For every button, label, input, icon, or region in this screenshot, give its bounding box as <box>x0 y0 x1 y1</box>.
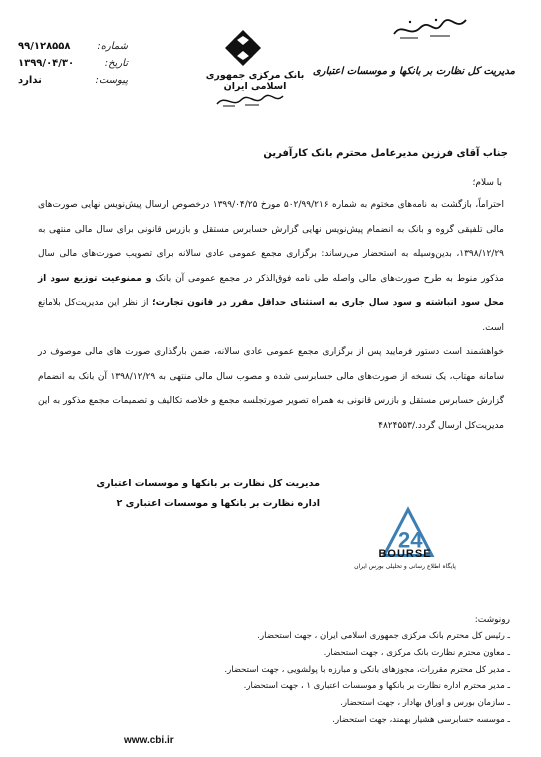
department-title: مدیریت کل نظارت بر بانکها و موسسات اعتباری <box>312 66 515 77</box>
website-link[interactable]: www.cbi.ir <box>124 735 174 746</box>
letter-number: ۹۹/۱۲۸۵۵۸ <box>18 41 71 52</box>
cc-item: ـ مدیر محترم اداره نظارت بر بانکها و موسسات اعتباری ۱ ، جهت استحضار. <box>243 681 510 692</box>
letter-attachment-label: پیوست: <box>95 75 128 86</box>
greeting: با سلام؛ <box>472 178 502 188</box>
cc-item: ـ معاون محترم نظارت بانک مرکزی ، جهت استحضار. <box>323 647 510 658</box>
cc-item: ـ مدیر کل محترم مقررات، مجوزهای بانکی و مبارزه با پولشویی ، جهت استحضار. <box>224 664 510 675</box>
central-bank-logo-icon <box>215 28 315 68</box>
paragraph-2: خواهشمند است دستور فرمایید پس از برگزاری مجمع عمومی عادی سالانه، ضمن بارگذاری صورت های مالی موصوف در سامانه مهتاب، یک نسخه از صورت‌های مالی حسابرسی شده و مصوب سال مالی منتهی به ۱۳۹۸/۱۲/۲۹ آن بانک به انضمام گزارش حسابرس مستقل و بازرس قانونی به همراه تصویر صورتجلسه مجمع و خلاصه تکالیف و تصمیمات مجمع مذکور به این مدیریت‌کل ارسال گردد./۴۸۲۴۵۵۳ <box>38 347 504 431</box>
paragraph-1-text: احتراماً، بازگشت به نامه‌های مختوم به شماره ۵۰۲/۹۹/۲۱۶ مورخ ۱۳۹۹/۰۴/۲۵ درخصوص ارسال پیش‌نویس نهایی صورت‌های مالی تلفیقی گروه و بانک به انضمام پیش‌نویس نهایی گزارش حسابرس مستقل و بازرس قانونی برای سال مالی منتهی به ۱۳۹۸/۱۲/۲۹، بدین‌وسیله به استحضار می‌رساند: برگزاری مجمع عمومی عادی سالانه برای تصویب صورت‌های مالی سال مذکور منوط به طرح صورت‌های مالی واصله طی نامه فوق‌الذکر در مجمع عمومی آن بانک <box>38 200 504 284</box>
bank-name: بانک مرکزی جمهوری اسلامی ایران <box>205 70 305 92</box>
svg-text:24: 24 <box>398 527 423 553</box>
bourse-subtitle: پایگاه اطلاع رسانی و تحلیلی بورس ایران <box>354 563 456 570</box>
addressee: جناب آقای فرزین مدیرعامل محترم بانک کارآفرین <box>263 148 508 159</box>
paragraph-1-bold-text: و ممنوعیت توزیع سود از محل سود انباشته و سود سال جاری به استثنای حداقل مقرر در قانون تجارت؛ <box>38 273 504 308</box>
bourse-brand: BOURSE <box>378 548 432 560</box>
letter-number-row <box>18 38 128 55</box>
letter-attachment-row <box>18 72 128 89</box>
cc-item: ـ موسسه حسابرسی هشیار بهمند، جهت استحضار. <box>332 714 510 725</box>
cc-item: ـ سازمان بورس و اوراق بهادار ، جهت استحضار. <box>340 698 510 709</box>
cc-list <box>150 628 510 729</box>
signature-block <box>70 474 320 514</box>
letter-attachment: ندارد <box>18 75 42 86</box>
letter-number-label: شماره: <box>97 41 128 52</box>
calligraphy-mark-icon <box>215 92 285 110</box>
letter-date: ۱۳۹۹/۰۴/۳۰ <box>18 58 75 69</box>
signature-line-2: اداره نظارت بر بانکها و موسسات اعتباری ۲ <box>116 498 320 509</box>
letter-date-row <box>18 55 128 72</box>
cc-item: ـ رئیس کل محترم بانک مرکزی جمهوری اسلامی ایران ، جهت استحضار. <box>257 631 510 641</box>
letter-date-label: تاریخ: <box>104 58 128 69</box>
year-motto-calligraphy-icon <box>390 14 470 44</box>
letter-meta <box>18 38 128 89</box>
paragraph-1 <box>38 193 504 340</box>
paragraph-1-end-text: از نظر این مدیریت‌کل بلامانع است. <box>38 298 504 333</box>
cc-title: رونوشت: <box>474 615 510 625</box>
signature-line-1: مدیریت کل نظارت بر بانکها و موسسات اعتباری <box>96 478 320 489</box>
